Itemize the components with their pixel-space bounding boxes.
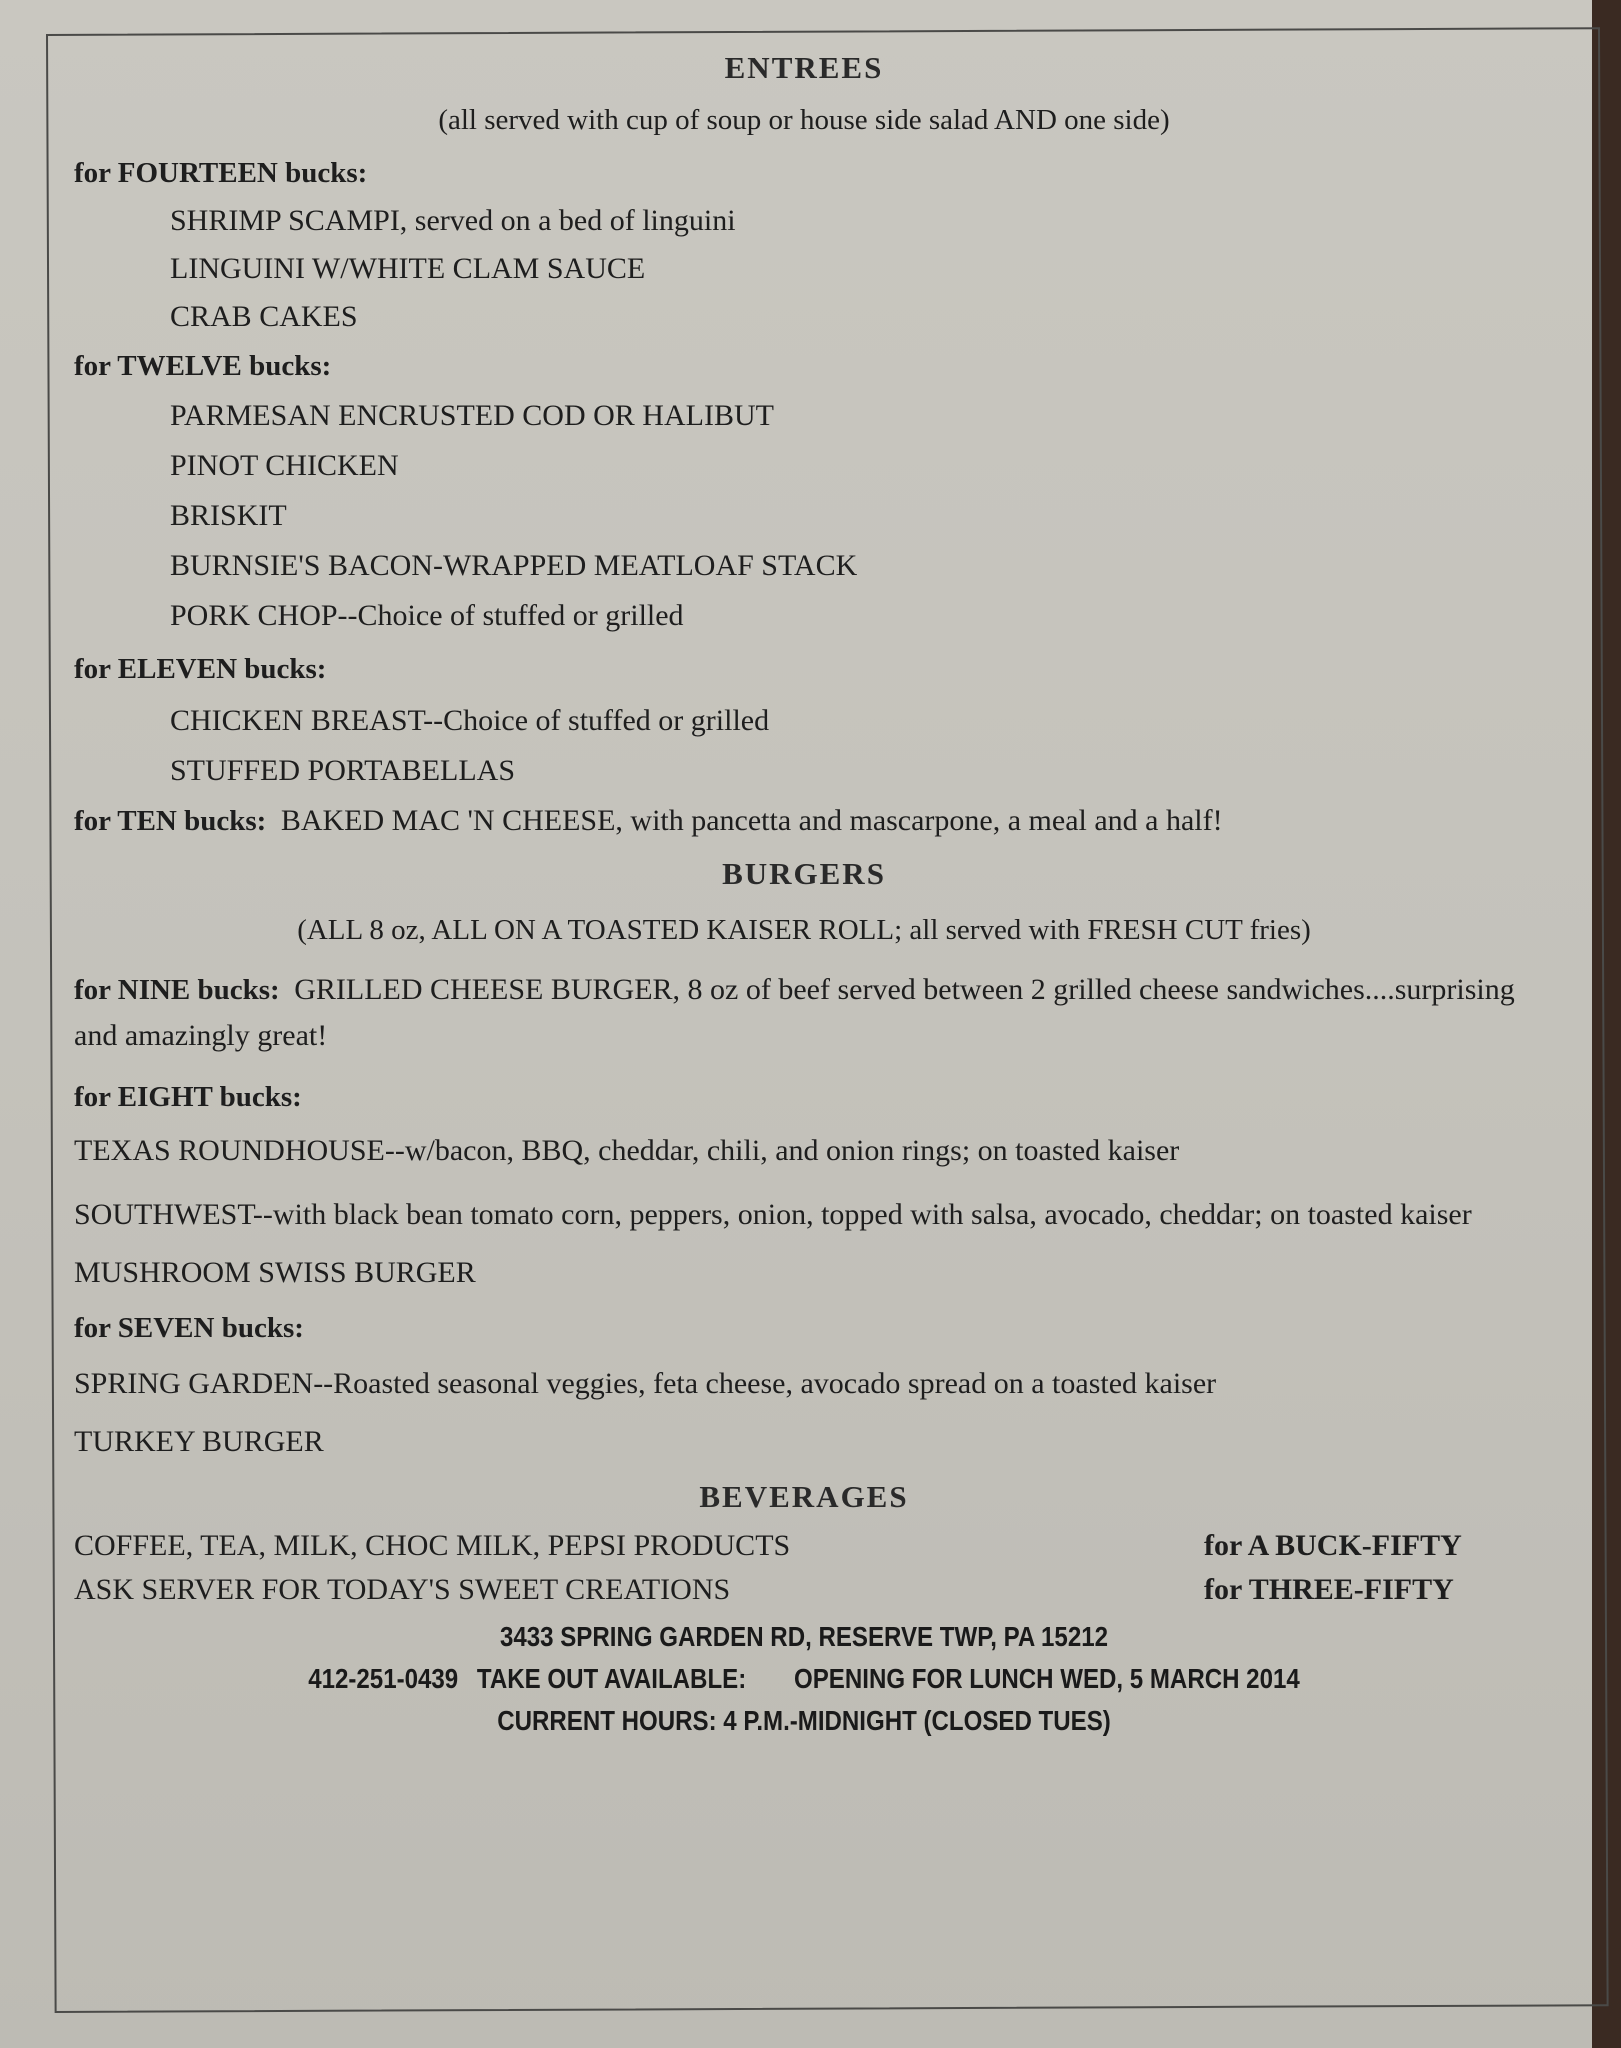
opening-note: OPENING FOR LUNCH WED, 5 MARCH 2014 bbox=[794, 1663, 1300, 1694]
menu-item: TURKEY BURGER bbox=[74, 1425, 324, 1458]
menu-item: CRAB CAKES bbox=[170, 300, 358, 333]
tier-twelve: for TWELVE bucks: bbox=[74, 350, 332, 382]
tier-ten bbox=[74, 804, 1534, 838]
beverage-item: ASK SERVER FOR TODAY'S SWEET CREATIONS bbox=[74, 1573, 731, 1606]
tier-eight: for EIGHT bucks: bbox=[74, 1081, 302, 1113]
burgers-title: BURGERS bbox=[722, 856, 886, 891]
entrees-note: (all served with cup of soup or house side salad AND one side) bbox=[438, 104, 1170, 136]
menu-item: GRILLED CHEESE BURGER, 8 oz of beef served between 2 grilled cheese sandwiches....surprising and amazingly great! bbox=[74, 973, 1515, 1052]
beverage-item: COFFEE, TEA, MILK, CHOC MILK, PEPSI PRODUCTS bbox=[74, 1529, 791, 1562]
beverage-price: for THREE-FIFTY bbox=[1204, 1573, 1454, 1606]
menu-item: CHICKEN BREAST--Choice of stuffed or grilled bbox=[170, 704, 770, 737]
tier-ten-label: for TEN bucks: bbox=[74, 805, 267, 837]
tier-eleven: for ELEVEN bucks: bbox=[74, 653, 327, 685]
menu-item: BAKED MAC 'N CHEESE, with pancetta and mascarpone, a meal and a half! bbox=[280, 804, 1223, 837]
tier-seven: for SEVEN bucks: bbox=[74, 1312, 304, 1344]
phone-number: 412-251-0439 bbox=[308, 1663, 459, 1694]
beverage-row bbox=[74, 1529, 1534, 1563]
menu-item: PARMESAN ENCRUSTED COD OR HALIBUT bbox=[170, 399, 774, 432]
tier-nine bbox=[74, 967, 1534, 1059]
menu-content bbox=[74, 40, 1534, 1737]
takeout-note: TAKE OUT AVAILABLE: bbox=[476, 1663, 747, 1694]
menu-item: BURNSIE'S BACON-WRAPPED MEATLOAF STACK bbox=[170, 549, 858, 582]
beverage-row bbox=[74, 1573, 1534, 1607]
entrees-title: ENTREES bbox=[724, 50, 884, 85]
beverage-price: for A BUCK-FIFTY bbox=[1204, 1529, 1462, 1562]
menu-item: STUFFED PORTABELLAS bbox=[170, 754, 516, 787]
menu-item: MUSHROOM SWISS BURGER bbox=[74, 1256, 476, 1289]
menu-item: BRISKIT bbox=[170, 499, 287, 532]
menu-item: LINGUINI W/WHITE CLAM SAUCE bbox=[170, 252, 646, 285]
menu-item: TEXAS ROUNDHOUSE--w/bacon, BBQ, cheddar, chili, and onion rings; on toasted kaiser bbox=[74, 1134, 1180, 1167]
menu-item: SPRING GARDEN--Roasted seasonal veggies, feta cheese, avocado spread on a toasted kaiser bbox=[74, 1367, 1217, 1400]
beverages-title: BEVERAGES bbox=[699, 1479, 909, 1514]
tier-fourteen: for FOURTEEN bucks: bbox=[74, 157, 368, 189]
burgers-note: (ALL 8 oz, ALL ON A TOASTED KAISER ROLL; all served with FRESH CUT fries) bbox=[297, 914, 1311, 946]
tier-nine-label: for NINE bucks: bbox=[74, 974, 280, 1006]
address: 3433 SPRING GARDEN RD, RESERVE TWP, PA 15212 bbox=[499, 1621, 1109, 1652]
menu-item: SOUTHWEST--with black bean tomato corn, peppers, onion, topped with salsa, avocado, cheddar; on toasted kaiser bbox=[74, 1198, 1472, 1231]
contact-line bbox=[176, 1663, 1432, 1695]
hours: CURRENT HOURS: 4 P.M.-MIDNIGHT (CLOSED TUES) bbox=[497, 1705, 1111, 1736]
menu-item: PORK CHOP--Choice of stuffed or grilled bbox=[170, 599, 684, 632]
menu-item: SHRIMP SCAMPI, served on a bed of linguini bbox=[170, 204, 736, 237]
menu-item: PINOT CHICKEN bbox=[170, 449, 399, 482]
